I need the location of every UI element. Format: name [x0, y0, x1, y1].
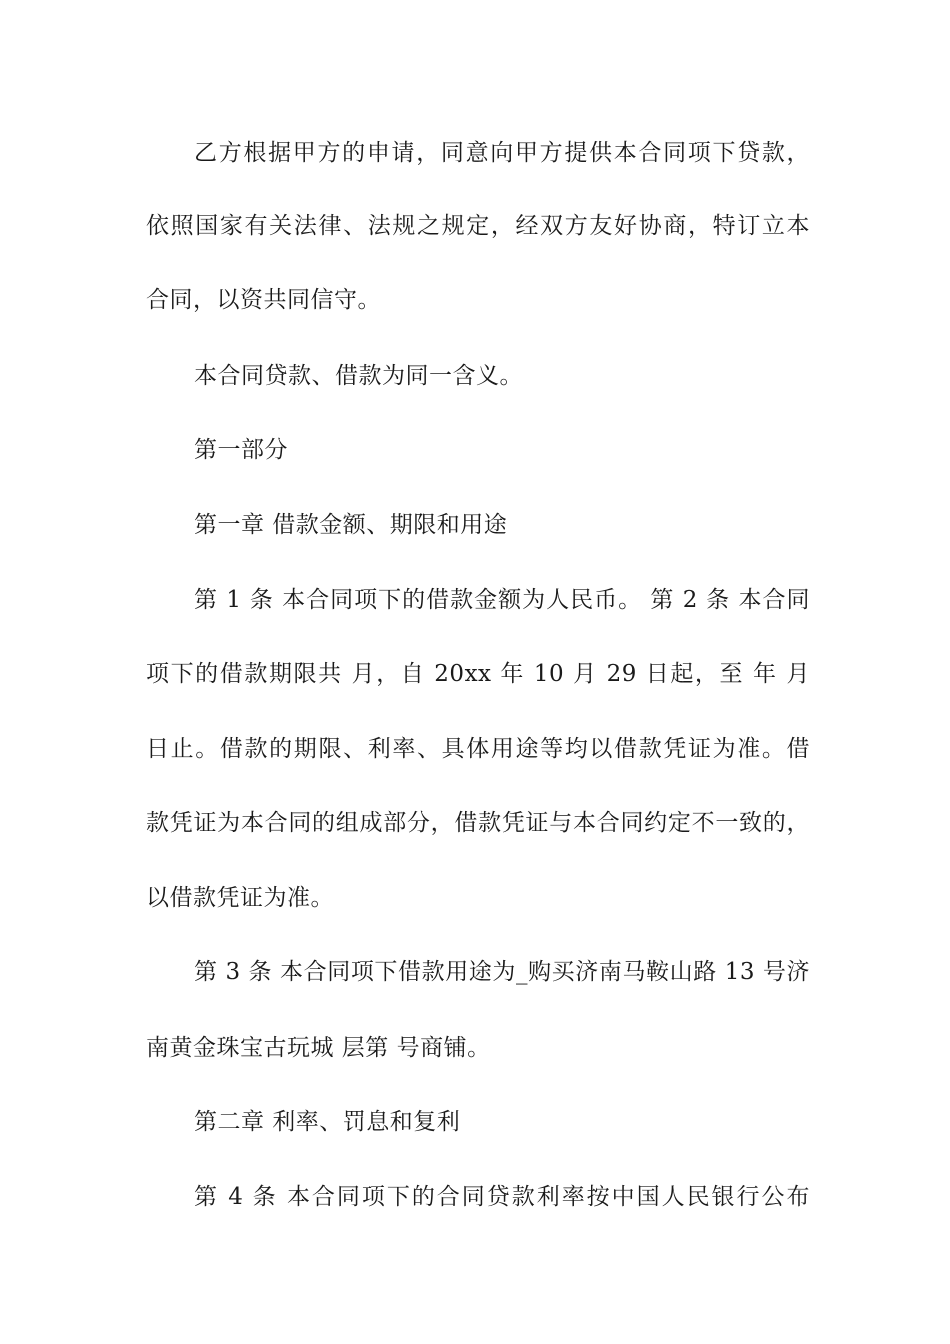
paragraph-line: 本合同贷款、借款为同一含义。 — [194, 363, 523, 389]
paragraph-line: 乙方根据甲方的申请，同意向甲方提供本合同项下贷款， — [194, 140, 810, 166]
chapter-heading: 第一章 借款金额、期限和用途 — [194, 512, 508, 538]
article-line: 款凭证为本合同的组成部分，借款凭证与本合同约定不一致的， — [146, 810, 810, 836]
article-line: 项下的借款期限共 月，自 20xx 年 10 月 29 日起，至 年 月 — [146, 661, 810, 687]
paragraph-line: 合同，以资共同信守。 — [146, 287, 381, 313]
article-line: 第 3 条 本合同项下借款用途为_购买济南马鞍山路 13 号济 — [194, 959, 810, 985]
article-line: 日止。借款的期限、利率、具体用途等均以借款凭证为准。借 — [146, 736, 810, 762]
article-line: 南黄金珠宝古玩城 层第 号商铺。 — [146, 1035, 491, 1061]
article-line: 第 4 条 本合同项下的合同贷款利率按中国人民银行公布 — [194, 1184, 810, 1210]
article-line: 以借款凭证为准。 — [146, 885, 334, 911]
article-line: 第 1 条 本合同项下的借款金额为人民币。 第 2 条 本合同 — [194, 587, 810, 613]
chapter-heading: 第二章 利率、罚息和复利 — [194, 1109, 461, 1135]
section-heading: 第一部分 — [194, 437, 288, 463]
paragraph-line: 依照国家有关法律、法规之规定，经双方友好协商，特订立本 — [146, 213, 810, 239]
